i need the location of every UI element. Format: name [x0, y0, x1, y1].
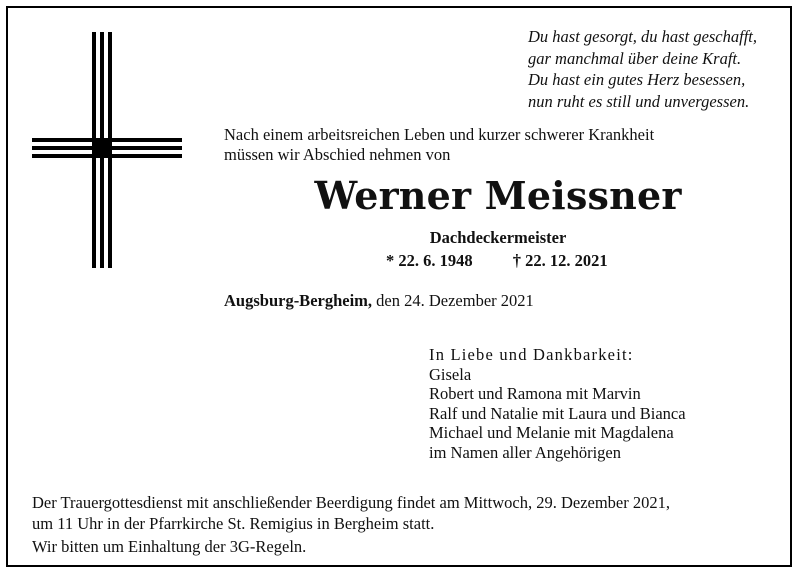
date: den 24. Dezember 2021	[372, 291, 534, 310]
service-info	[32, 493, 792, 558]
intro-line: müssen wir Abschied nehmen von	[224, 145, 451, 164]
cross-icon	[32, 32, 182, 268]
poem-line: Du hast ein gutes Herz besessen,	[528, 70, 746, 89]
service-line: um 11 Uhr in der Pfarrkirche St. Remigius in Bergheim statt.	[32, 513, 435, 533]
intro-text	[224, 125, 784, 165]
death-date: † 22. 12. 2021	[512, 251, 608, 270]
obituary-notice	[6, 6, 792, 567]
mourner: im Namen aller Angehörigen	[429, 442, 621, 462]
poem-line: Du hast gesorgt, du hast geschafft,	[528, 27, 758, 46]
mourner: Michael und Melanie mit Magdalena	[429, 423, 674, 443]
mourners	[429, 345, 789, 463]
service-note: Wir bitten um Einhaltung der 3G-Regeln.	[32, 537, 307, 556]
service-line: Der Trauergottesdienst mit anschließender Beerdigung findet am Mittwoch, 29. Dezember 2021,	[32, 493, 671, 512]
place: Augsburg-Bergheim,	[224, 291, 373, 310]
deceased-profession: Dachdeckermeister	[429, 228, 567, 247]
place-and-date	[224, 291, 784, 311]
poem-line: gar manchmal über deine Kraft.	[528, 48, 742, 68]
life-dates	[386, 251, 686, 271]
mourner: Gisela	[429, 364, 472, 384]
mourner: Robert und Ramona mit Marvin	[429, 384, 641, 404]
mourner: Ralf und Natalie mit Laura und Bianca	[429, 403, 686, 423]
poem-line: nun ruht es still und unvergessen.	[528, 91, 750, 111]
mourners-heading: In Liebe und Dankbarkeit:	[429, 345, 634, 364]
birth-date: * 22. 6. 1948	[386, 251, 473, 270]
poem	[528, 26, 788, 112]
intro-line: Nach einem arbeitsreichen Leben und kurzer schwerer Krankheit	[224, 125, 655, 144]
deceased-name: Werner Meissner	[314, 173, 682, 218]
